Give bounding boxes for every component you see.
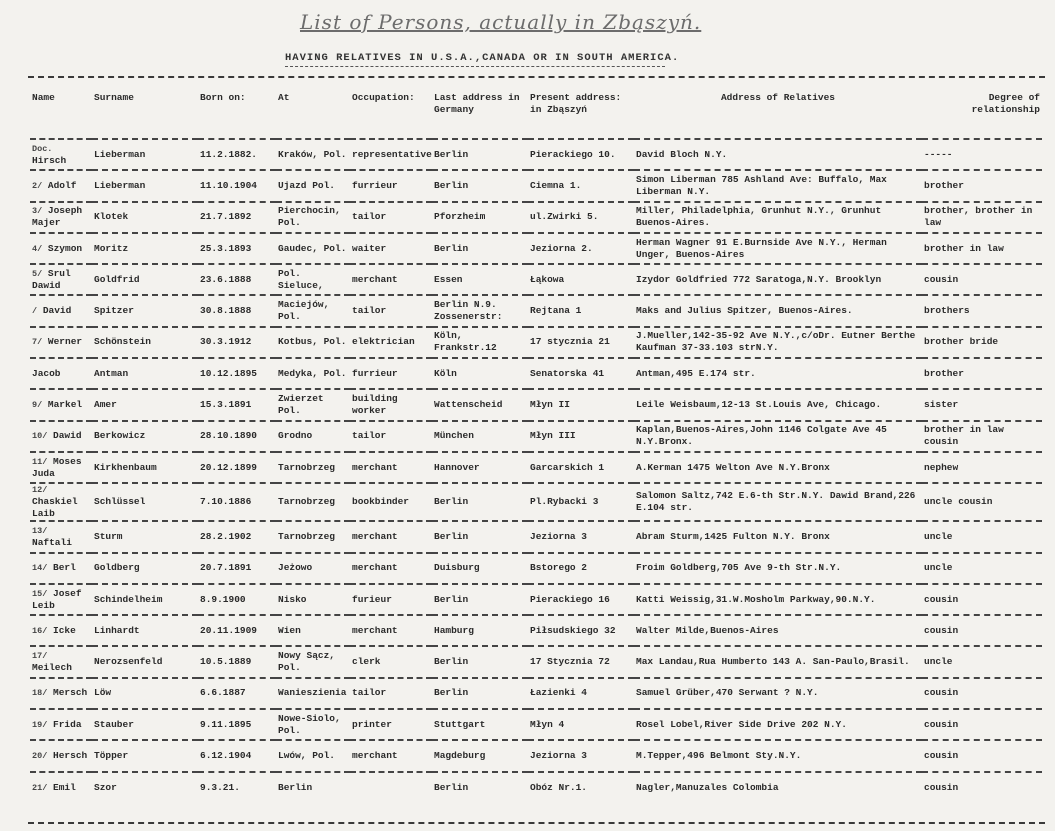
relationship-degree: uncle — [924, 530, 953, 542]
person-surname: Sturm — [94, 530, 123, 542]
birth-date: 8.9.1900 — [200, 593, 246, 605]
person-surname: Goldberg — [94, 562, 140, 574]
relatives-address: Miller, Philadelphia, Grunhut N.Y., Grunhut Buenos-Aires. — [636, 205, 882, 229]
person-name — [30, 264, 92, 295]
person-name-text: David — [42, 305, 72, 317]
table-row — [30, 139, 1042, 170]
person-surname: Schindelheim — [94, 593, 163, 605]
relatives-address: Samuel Grüber,470 Serwant ? N.Y. — [636, 687, 819, 699]
header-degree: Degree of relationship — [971, 92, 1040, 115]
occupation: merchant — [352, 461, 398, 473]
present-address: Garcarskich 1 — [530, 461, 605, 473]
last-address-germany: Berlin — [434, 530, 469, 542]
document-subtitle: HAVING RELATIVES IN U.S.A.,CANADA OR IN SOUTH AMERICA. — [285, 52, 680, 64]
relationship-degree: ----- — [924, 148, 953, 160]
occupation: tailor — [352, 211, 387, 223]
person-name — [30, 772, 92, 803]
subtitle-rule — [285, 66, 665, 67]
relationship-degree: cousin — [924, 273, 959, 285]
person-name-text: Werner — [47, 336, 83, 348]
present-address: Młyn 4 — [530, 718, 565, 730]
present-address: Bstorego 2 — [530, 562, 588, 574]
person-name-text: Icke — [53, 624, 76, 636]
relationship-degree: cousin — [924, 749, 959, 761]
person-name-text: Hersch — [53, 749, 88, 761]
table-row — [30, 709, 1042, 740]
person-surname: Nerozsenfeld — [94, 656, 163, 668]
occupation: furrieur — [352, 367, 398, 379]
person-name — [30, 678, 92, 709]
person-name — [30, 584, 92, 615]
last-address-germany: Stuttgart — [434, 718, 486, 730]
birth-place: Grodno — [278, 430, 313, 442]
present-address: Piłsudskiego 32 — [530, 624, 616, 636]
row-number: 4/ — [32, 243, 43, 254]
person-name — [30, 139, 92, 170]
handwritten-title: List of Persons, actually in Zbąszyń. — [300, 10, 702, 34]
table-row — [30, 170, 1042, 201]
relationship-degree: brothers — [924, 305, 970, 317]
relatives-address: Walter Milde,Buenos-Aires — [636, 624, 779, 636]
last-address-germany: Berlin — [434, 687, 469, 699]
person-surname: Klotek — [94, 211, 129, 223]
person-name-text: Mersch — [53, 687, 88, 699]
person-surname: Lieberman — [94, 148, 146, 160]
person-name — [30, 553, 92, 584]
person-name-text: Meilech — [32, 662, 72, 674]
birth-date: 15.3.1891 — [200, 399, 252, 411]
birth-date: 11.10.1904 — [200, 179, 258, 191]
header-last-address: Last address in Germany — [434, 92, 520, 115]
row-number: 10/ — [32, 431, 48, 442]
person-name — [30, 233, 92, 264]
relationship-degree: cousin — [924, 687, 959, 699]
row-number: / — [32, 306, 38, 317]
birth-place: Maciejów, Pol. — [278, 299, 330, 323]
last-address-germany: Berlin — [434, 593, 469, 605]
birth-date: 20.12.1899 — [200, 461, 258, 473]
occupation: printer — [352, 718, 392, 730]
header-name: Name — [32, 92, 55, 103]
occupation: tailor — [352, 305, 387, 317]
row-number: 5/ — [32, 268, 43, 279]
table-row — [30, 233, 1042, 264]
person-name-text: Emil — [53, 781, 76, 793]
birth-date: 25.3.1893 — [200, 242, 252, 254]
table-row — [30, 358, 1042, 389]
present-address: Pierackiego 10. — [530, 148, 616, 160]
occupation: elektrician — [352, 336, 415, 348]
table-body — [30, 139, 1042, 803]
birth-place: Jeżowo — [278, 562, 313, 574]
birth-date: 7.10.1886 — [200, 496, 252, 508]
relationship-degree: cousin — [924, 781, 959, 793]
person-name-text: Berl — [53, 562, 76, 574]
row-number: 15/ — [32, 588, 48, 599]
person-name — [30, 646, 92, 677]
table-row — [30, 772, 1042, 803]
row-number: Doc. — [32, 143, 53, 154]
row-number: 18/ — [32, 688, 48, 699]
table-row — [30, 389, 1042, 420]
last-address-germany: Berlin N.9. Zossenerstr: — [434, 299, 503, 323]
row-number: 12/ — [32, 485, 48, 496]
last-address-germany: München — [434, 430, 474, 442]
relatives-address: Maks and Julius Spitzer, Buenos-Aires. — [636, 305, 853, 317]
row-number: 17/ — [32, 651, 48, 662]
present-address: Pl.Rybacki 3 — [530, 496, 599, 508]
person-name-text: Adolf — [47, 179, 77, 191]
present-address: Jeziorna 2. — [530, 242, 593, 254]
birth-date: 30.3.1912 — [200, 336, 252, 348]
row-number: 20/ — [32, 750, 48, 761]
occupation: bookbinder — [352, 496, 410, 508]
present-address: Pierackiego 16 — [530, 593, 610, 605]
relationship-degree: sister — [924, 399, 959, 411]
last-address-germany: Wattenscheid — [434, 399, 503, 411]
relationship-degree: brother in law — [924, 242, 1004, 254]
last-address-germany: Duisburg — [434, 562, 480, 574]
table-row — [30, 553, 1042, 584]
birth-date: 9.3.21. — [200, 781, 240, 793]
person-surname: Löw — [94, 687, 112, 699]
present-address: Młyn III — [530, 430, 576, 442]
header-surname: Surname — [94, 92, 134, 103]
person-surname: Spitzer — [94, 305, 134, 317]
relationship-degree: uncle cousin — [924, 496, 993, 508]
relatives-address: Max Landau,Rua Humberto 143 A. San-Paulo,Brasil. — [636, 656, 910, 668]
birth-date: 9.11.1895 — [200, 718, 252, 730]
person-name — [30, 452, 92, 483]
person-name-text: Hirsch — [32, 154, 67, 166]
relatives-address: M.Tepper,496 Belmont Sty.N.Y. — [636, 749, 802, 761]
header-at: At — [278, 92, 290, 103]
occupation: clerk — [352, 656, 381, 668]
present-address: Młyn II — [530, 399, 570, 411]
table-row — [30, 584, 1042, 615]
relatives-address: Nagler,Manuzales Colombia — [636, 781, 779, 793]
person-name-text: Szymon — [47, 242, 83, 254]
birth-place: Tarnobrzeg — [278, 530, 336, 542]
birth-place: Zwierzet Pol. — [278, 393, 324, 417]
occupation: furrieur — [352, 179, 398, 191]
occupation: merchant — [352, 749, 398, 761]
person-name-text: Dawid — [53, 430, 82, 442]
occupation — [350, 772, 432, 803]
persons-table — [30, 92, 1042, 803]
table-row — [30, 646, 1042, 677]
row-number: 16/ — [32, 625, 48, 636]
relationship-degree: cousin — [924, 718, 959, 730]
birth-place: Ujazd Pol. — [278, 179, 336, 191]
occupation: merchant — [352, 530, 398, 542]
present-address: Jeziorna 3 — [530, 749, 588, 761]
top-rule — [28, 76, 1045, 78]
last-address-germany: Berlin — [434, 496, 469, 508]
present-address: Rejtana 1 — [530, 305, 582, 317]
person-name — [30, 170, 92, 201]
person-surname: Moritz — [94, 242, 129, 254]
birth-date: 21.7.1892 — [200, 211, 252, 223]
row-number: 3/ — [32, 206, 43, 217]
occupation: merchant — [352, 624, 398, 636]
present-address: Jeziorna 3 — [530, 530, 588, 542]
person-name-text: Joseph Majer — [32, 205, 83, 229]
occupation: building worker — [352, 393, 398, 417]
relationship-degree: cousin — [924, 624, 959, 636]
person-surname: Töpper — [94, 749, 129, 761]
table-row — [30, 740, 1042, 771]
table-row — [30, 295, 1042, 326]
person-name — [30, 709, 92, 740]
person-surname: Lieberman — [94, 179, 146, 191]
birth-date: 20.11.1909 — [200, 624, 258, 636]
relatives-address: Leile Weisbaum,12-13 St.Louis Ave, Chicago. — [636, 399, 882, 411]
table-header-row — [30, 92, 1042, 139]
birth-place: Kraków, Pol. — [278, 148, 347, 160]
person-name — [30, 421, 92, 452]
person-name-text: Markel — [47, 399, 83, 411]
birth-date: 10.12.1895 — [200, 367, 258, 379]
row-number: 11/ — [32, 456, 48, 467]
occupation: tailor — [352, 430, 387, 442]
person-name-text: Josef Leib — [32, 587, 82, 611]
present-address: ul.Zwirki 5. — [530, 211, 599, 223]
row-number: 21/ — [32, 782, 48, 793]
header-relatives-address: Address of Relatives — [720, 92, 836, 103]
header-occupation: Occupation: — [352, 92, 415, 103]
person-name — [30, 740, 92, 771]
last-address-germany: Pforzheim — [434, 211, 486, 223]
person-name-text: Jacob — [32, 367, 61, 379]
relatives-address: David Bloch N.Y. — [636, 148, 728, 160]
birth-place: Kotbus, Pol. — [278, 336, 347, 348]
relationship-degree: brother, brother in law — [924, 205, 1033, 229]
relatives-address: Izydor Goldfried 772 Saratoga,N.Y. Brooklyn — [636, 273, 882, 285]
person-name-text: Moses Juda — [32, 455, 82, 479]
relationship-degree: brother — [924, 367, 964, 379]
birth-place: Nowe-Siolo, Pol. — [278, 712, 341, 736]
occupation: merchant — [352, 562, 398, 574]
occupation: furieur — [352, 593, 392, 605]
last-address-germany: Magdeburg — [434, 749, 486, 761]
birth-date: 6.6.1887 — [200, 687, 246, 699]
birth-place: Wien — [278, 624, 301, 636]
person-surname: Amer — [94, 399, 117, 411]
table-row — [30, 521, 1042, 552]
relationship-degree: brother — [924, 179, 964, 191]
person-name-text: Frida — [53, 718, 82, 730]
birth-date: 28.10.1890 — [200, 430, 258, 442]
table-row — [30, 483, 1042, 521]
occupation: representative — [352, 148, 432, 160]
table-row — [30, 678, 1042, 709]
row-number: 7/ — [32, 337, 43, 348]
relationship-degree: uncle — [924, 656, 953, 668]
table-row — [30, 264, 1042, 295]
person-name — [30, 521, 92, 552]
relatives-address: Kaplan,Buenos-Aires,John 1146 Colgate Ave 45 N.Y.Bronx. — [636, 424, 887, 448]
relatives-address: A.Kerman 1475 Welton Ave N.Y.Bronx — [636, 461, 830, 473]
last-address-germany: Berlin — [434, 148, 469, 160]
table-row — [30, 615, 1042, 646]
last-address-germany: Köln, Frankstr.12 — [434, 330, 497, 354]
row-number: 2/ — [32, 180, 43, 191]
occupation: waiter — [352, 242, 387, 254]
last-address-germany: Hamburg — [434, 624, 474, 636]
person-name-text: Chaskiel Laib — [32, 496, 78, 520]
relationship-degree: brother bride — [924, 336, 999, 348]
row-number: 13/ — [32, 525, 48, 536]
birth-date: 30.8.1888 — [200, 305, 252, 317]
person-name — [30, 295, 92, 326]
birth-place: Wanieszienia — [278, 687, 347, 699]
birth-place: Nowy Sącz, Pol. — [278, 650, 336, 674]
person-name — [30, 389, 92, 420]
last-address-germany: Hannover — [434, 461, 480, 473]
last-address-germany: Köln — [434, 367, 457, 379]
table-row — [30, 202, 1042, 233]
present-address: 17 Stycznia 72 — [530, 656, 610, 668]
relatives-address: Simon Liberman 785 Ashland Ave: Buffalo, Max Liberman N.Y. — [636, 173, 887, 197]
person-name — [30, 483, 92, 521]
birth-place: Pierchocin, Pol. — [278, 205, 341, 229]
relationship-degree: uncle — [924, 562, 953, 574]
relatives-address: Herman Wagner 91 E.Burnside Ave N.Y., Herman Unger, Buenos-Aires — [636, 236, 887, 260]
person-surname: Schlüssel — [94, 496, 146, 508]
birth-place: Nisko — [278, 593, 307, 605]
present-address: Senatorska 41 — [530, 367, 605, 379]
last-address-germany: Essen — [434, 273, 463, 285]
row-number: 19/ — [32, 719, 48, 730]
person-surname: Goldfrid — [94, 273, 140, 285]
header-present-address: Present address: in Zbąszyń — [530, 92, 622, 115]
birth-place: Gaudec, Pol. — [278, 242, 347, 254]
birth-date: 28.2.1902 — [200, 530, 252, 542]
birth-place: Pol. Sieluce, — [278, 267, 324, 291]
person-surname: Schönstein — [94, 336, 152, 348]
person-surname: Berkowicz — [94, 430, 146, 442]
person-name — [30, 327, 92, 358]
person-surname: Kirkhenbaum — [94, 461, 157, 473]
present-address: Obóz Nr.1. — [530, 781, 588, 793]
present-address: Łazienki 4 — [530, 687, 588, 699]
birth-date: 6.12.1904 — [200, 749, 252, 761]
relatives-address: Froim Goldberg,705 Ave 9-th Str.N.Y. — [636, 562, 842, 574]
present-address: Łąkowa — [530, 273, 565, 285]
birth-place: Lwów, Pol. — [278, 749, 336, 761]
person-surname: Stauber — [94, 718, 134, 730]
table-row — [30, 452, 1042, 483]
person-name — [30, 615, 92, 646]
last-address-germany: Berlin — [434, 242, 469, 254]
birth-date: 23.6.1888 — [200, 273, 252, 285]
table-row — [30, 421, 1042, 452]
last-address-germany: Berlin — [434, 781, 469, 793]
relatives-address: Rosel Lobel,River Side Drive 202 N.Y. — [636, 718, 847, 730]
relationship-degree: cousin — [924, 593, 959, 605]
occupation: tailor — [352, 687, 387, 699]
person-name — [30, 202, 92, 233]
birth-place: Tarnobrzeg — [278, 496, 336, 508]
relationship-degree: brother in law cousin — [924, 424, 1004, 448]
person-name-text: Naftali — [32, 536, 72, 548]
present-address: 17 stycznia 21 — [530, 336, 610, 348]
header-born-on: Born on: — [200, 92, 246, 103]
person-surname: Antman — [94, 367, 129, 379]
person-surname: Linhardt — [94, 624, 140, 636]
table-row — [30, 327, 1042, 358]
birth-date: 11.2.1882. — [200, 148, 258, 160]
birth-date: 10.5.1889 — [200, 656, 252, 668]
relatives-address: Salomon Saltz,742 E.6-th Str.N.Y. Dawid Brand,226 E.104 str. — [636, 490, 916, 514]
row-number: 9/ — [32, 400, 43, 411]
present-address: Ciemna 1. — [530, 179, 582, 191]
relatives-address: J.Mueller,142-35-92 Ave N.Y.,c/oDr. Eutner Berthe Kaufman 37-33.103 strN.Y. — [636, 330, 916, 354]
bottom-rule — [28, 822, 1045, 824]
row-number: 14/ — [32, 563, 48, 574]
birth-place: Tarnobrzeg — [278, 461, 336, 473]
last-address-germany: Berlin — [434, 656, 469, 668]
relatives-address: Antman,495 E.174 str. — [636, 367, 756, 379]
relationship-degree: nephew — [924, 461, 959, 473]
relatives-address: Katti Weissig,31.W.Mosholm Parkway,90.N.Y. — [636, 593, 876, 605]
person-name-text: Srul Dawid — [32, 267, 71, 291]
person-surname: Szor — [94, 781, 117, 793]
relatives-address: Abram Sturm,1425 Fulton N.Y. Bronx — [636, 530, 830, 542]
occupation: merchant — [352, 273, 398, 285]
birth-place: Berlin — [278, 781, 313, 793]
person-name — [30, 358, 92, 389]
last-address-germany: Berlin — [434, 179, 469, 191]
birth-place: Medyka, Pol. — [278, 367, 347, 379]
birth-date: 20.7.1891 — [200, 562, 252, 574]
